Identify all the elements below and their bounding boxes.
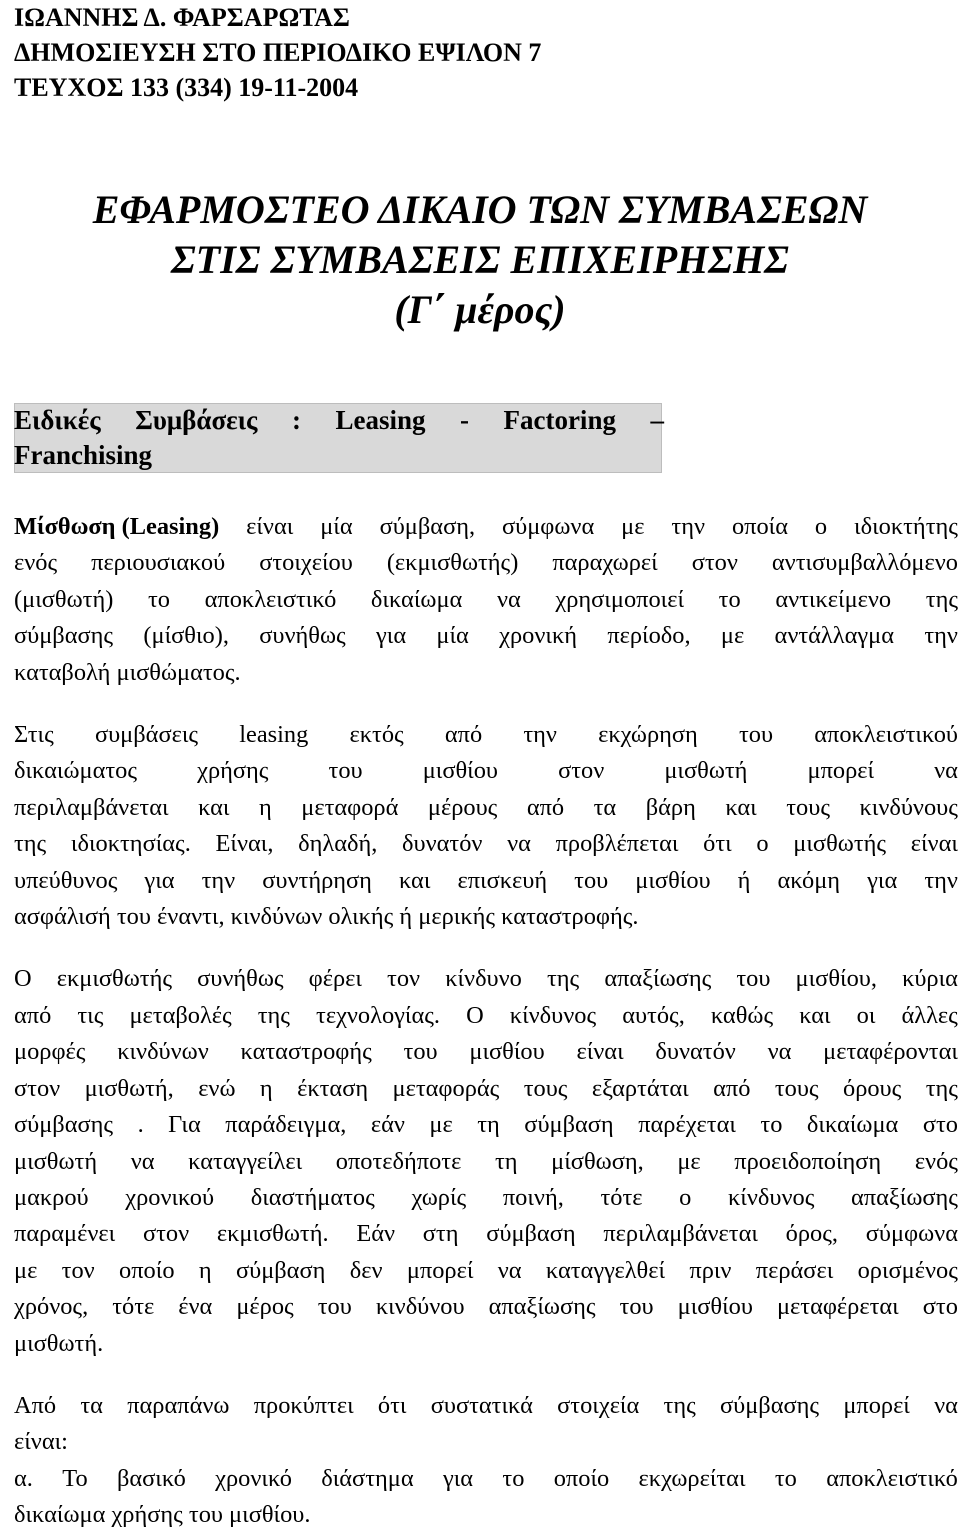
text-line bbox=[14, 1497, 958, 1533]
word: να bbox=[507, 830, 531, 858]
word: περιλαμβάνεται bbox=[603, 1220, 758, 1248]
word: του bbox=[317, 1293, 352, 1321]
word: την bbox=[523, 721, 557, 749]
text-line bbox=[14, 655, 958, 691]
word: από bbox=[526, 793, 565, 821]
word: δικαιώματος bbox=[14, 757, 138, 785]
word: και bbox=[799, 1001, 831, 1029]
word: απαξίωσης bbox=[488, 1293, 596, 1321]
word: από bbox=[444, 721, 483, 749]
word: μισθίου, bbox=[795, 965, 877, 993]
text-line bbox=[14, 1461, 958, 1497]
word: μπορεί bbox=[843, 1391, 910, 1419]
word: το bbox=[774, 1464, 797, 1492]
word: καταγγελθεί bbox=[545, 1256, 666, 1284]
word: το bbox=[718, 585, 741, 613]
text-line bbox=[14, 545, 958, 581]
word: κύρια bbox=[902, 965, 958, 993]
word: χρονικό bbox=[215, 1464, 292, 1492]
title-line-1: ΕΦΑΡΜΟΣΤΕΟ ΔΙΚΑΙΟ ΤΩΝ ΣΥΜΒΑΣΕΩΝ bbox=[92, 187, 868, 232]
word: δυνατόν bbox=[402, 830, 483, 858]
word: αντικείμενο bbox=[775, 585, 892, 613]
word: να bbox=[497, 1256, 522, 1284]
word: μεταφέρεται bbox=[776, 1293, 899, 1321]
word: είναι bbox=[246, 513, 294, 540]
word: και bbox=[198, 793, 230, 821]
word: αποκλειστικό bbox=[204, 585, 337, 613]
word: για bbox=[144, 866, 175, 894]
word: ασφάλισή του έναντι, κινδύνων ολικής ή μερικής καταστροφής. bbox=[14, 903, 639, 931]
word: διάστημα bbox=[321, 1464, 414, 1492]
word: του bbox=[739, 721, 774, 749]
word: μία bbox=[436, 622, 469, 650]
text-line bbox=[14, 618, 958, 654]
word: τη bbox=[477, 1111, 500, 1139]
issue-line: ΤΕΥΧΟΣ 133 (334) 19-11-2004 bbox=[14, 73, 359, 102]
subtitle-word: Leasing bbox=[335, 405, 426, 435]
word: να bbox=[934, 1391, 958, 1419]
word: με bbox=[677, 1147, 701, 1175]
word: leasing bbox=[239, 721, 309, 749]
word: τα bbox=[80, 1391, 103, 1419]
word: εκχώρηση bbox=[598, 721, 698, 749]
word: παραχωρεί bbox=[552, 549, 658, 577]
word: τότε bbox=[600, 1183, 643, 1211]
word: να bbox=[130, 1147, 155, 1175]
word: με bbox=[429, 1111, 453, 1139]
word: του bbox=[736, 965, 771, 993]
word: προκύπτει bbox=[253, 1391, 354, 1419]
word: από bbox=[713, 1074, 751, 1102]
word: περιουσιακού bbox=[91, 549, 226, 577]
word: τη bbox=[494, 1147, 518, 1175]
word: ενώ bbox=[198, 1074, 236, 1102]
word: τους bbox=[774, 1074, 819, 1102]
word: στοιχεία bbox=[557, 1391, 640, 1419]
word: δικαίωμα χρήσης του μισθίου. bbox=[14, 1501, 311, 1529]
word: α. bbox=[14, 1464, 33, 1492]
word: σύμβασης bbox=[14, 1111, 114, 1139]
word: ορισμένος bbox=[857, 1256, 958, 1284]
word: φέρει bbox=[308, 965, 362, 993]
text-line bbox=[14, 998, 958, 1034]
word: στον bbox=[14, 1074, 61, 1102]
subtitle-line-2: Franchising bbox=[14, 440, 153, 470]
word: να bbox=[496, 585, 521, 613]
word: ο bbox=[756, 830, 769, 858]
word: του bbox=[403, 1038, 438, 1066]
word: αυτός, bbox=[622, 1001, 685, 1029]
text-line bbox=[14, 1071, 958, 1107]
word: πριν bbox=[689, 1256, 732, 1284]
word: καταβολή μισθώματος. bbox=[14, 658, 241, 686]
word: στοιχείου bbox=[259, 549, 353, 577]
word: τον bbox=[387, 965, 421, 993]
title-line-3: (Γ΄ μέρος) bbox=[394, 287, 566, 332]
word: μισθωτής bbox=[793, 830, 887, 858]
word: το bbox=[502, 1464, 525, 1492]
word: απαξίωσης bbox=[604, 965, 712, 993]
word: το bbox=[760, 1111, 783, 1139]
subtitle-word: Συμβάσεις bbox=[135, 405, 258, 435]
word: καταγγείλει bbox=[188, 1147, 303, 1175]
word: μέρους bbox=[427, 793, 498, 821]
text-line bbox=[14, 1253, 958, 1289]
word: Εάν bbox=[356, 1220, 396, 1248]
word: εκμισθωτής bbox=[56, 965, 173, 993]
word: την bbox=[924, 866, 958, 894]
word: είναι: bbox=[14, 1428, 68, 1456]
text-line bbox=[14, 1180, 958, 1216]
word: συνήθως bbox=[197, 965, 284, 993]
word: της bbox=[546, 965, 580, 993]
text-line bbox=[14, 1424, 958, 1460]
word: η bbox=[259, 793, 272, 821]
document-header bbox=[14, 0, 541, 105]
word: παραμένει bbox=[14, 1220, 116, 1248]
word: ο bbox=[679, 1183, 692, 1211]
word: αντάλλαγμα bbox=[774, 622, 894, 650]
word: εξαρτάται bbox=[591, 1074, 689, 1102]
word: εκχωρείται bbox=[638, 1464, 746, 1492]
word: αποκλειστικό bbox=[826, 1464, 958, 1492]
word: μπορεί bbox=[807, 757, 875, 785]
paragraph bbox=[14, 1388, 958, 1534]
word: περιλαμβάνεται bbox=[14, 793, 169, 821]
word: τα bbox=[593, 793, 617, 821]
text-line bbox=[14, 1216, 958, 1252]
word: την bbox=[201, 866, 236, 894]
subtitle-word: – bbox=[650, 405, 664, 435]
word: τότε bbox=[112, 1293, 155, 1321]
word: την bbox=[924, 622, 958, 650]
word: κινδύνου bbox=[375, 1293, 465, 1321]
word: σύμβαση, bbox=[379, 513, 476, 540]
word: είναι bbox=[910, 830, 958, 858]
subtitle-word: Ειδικές bbox=[14, 405, 101, 435]
word: τους bbox=[523, 1074, 568, 1102]
word: παράδειγμα, bbox=[225, 1111, 347, 1139]
word: οποτεδήποτε bbox=[335, 1147, 462, 1175]
word: μισθωτή bbox=[664, 757, 748, 785]
word: στον bbox=[691, 549, 738, 577]
subtitle-word: - bbox=[459, 405, 469, 435]
word: της bbox=[14, 830, 47, 858]
word: μεταφοράς bbox=[392, 1074, 500, 1102]
word: και bbox=[398, 866, 431, 894]
word: Το bbox=[62, 1464, 88, 1492]
subtitle-line-1 bbox=[14, 403, 664, 438]
word: έκταση bbox=[297, 1074, 369, 1102]
word: ενός bbox=[914, 1147, 958, 1175]
word: δηλαδή, bbox=[298, 830, 378, 858]
word: σύμβασης bbox=[720, 1391, 820, 1419]
word: ο bbox=[814, 513, 828, 540]
word: το bbox=[147, 585, 170, 613]
text-line bbox=[14, 717, 958, 753]
word: συνήθως bbox=[259, 622, 346, 650]
word: καταστροφής bbox=[240, 1038, 372, 1066]
word: να bbox=[934, 757, 958, 785]
word: (εκμισθωτής) bbox=[386, 549, 519, 577]
article-body bbox=[14, 509, 958, 1534]
word: του bbox=[328, 757, 363, 785]
word: ιδιοκτήτης bbox=[854, 513, 958, 540]
word: κίνδυνος bbox=[509, 1001, 597, 1029]
word: μορφές bbox=[14, 1038, 86, 1066]
word: απαξίωσης bbox=[851, 1183, 958, 1211]
word: είναι bbox=[576, 1038, 624, 1066]
word: τους bbox=[786, 793, 830, 821]
word: χρονική bbox=[499, 622, 577, 650]
publication-line: ΔΗΜΟΣΙΕΥΣΗ ΣΤΟ ΠΕΡΙΟΔΙΚΟ ΕΨΙΛΟΝ 7 bbox=[14, 38, 542, 67]
word: μία bbox=[320, 513, 353, 540]
paragraph bbox=[14, 961, 958, 1361]
word: . bbox=[137, 1111, 144, 1139]
word: στον bbox=[558, 757, 605, 785]
word: επισκευή bbox=[457, 866, 548, 894]
word: Στις bbox=[14, 721, 54, 749]
paragraph bbox=[14, 717, 958, 935]
text-line bbox=[14, 1388, 958, 1424]
author-name: ΙΩΑΝΝΗΣ Δ. ΦΑΡΣΑΡΩΤΑΣ bbox=[14, 3, 350, 32]
word: σύμβαση bbox=[235, 1256, 326, 1284]
word: περάσει bbox=[755, 1256, 834, 1284]
word: ποινή, bbox=[502, 1183, 564, 1211]
word: η bbox=[259, 1074, 273, 1102]
word: (μισθωτή) bbox=[14, 585, 114, 613]
word: δικαίωμα bbox=[806, 1111, 899, 1139]
word: μισθίου bbox=[635, 866, 711, 894]
word: σύμβασης bbox=[14, 622, 114, 650]
word: Ο bbox=[466, 1001, 484, 1029]
word: Για bbox=[168, 1111, 201, 1139]
word: όρος, bbox=[785, 1220, 838, 1248]
word: εκμισθωτή. bbox=[216, 1220, 329, 1248]
paragraph-gap bbox=[14, 935, 958, 961]
word: ότι bbox=[377, 1391, 407, 1419]
word: με bbox=[14, 1256, 38, 1284]
word: και bbox=[725, 793, 757, 821]
word: σύμβαση bbox=[524, 1111, 614, 1139]
word: συμβάσεις bbox=[94, 721, 199, 749]
word: μεταβολές bbox=[129, 1001, 232, 1029]
word: Ο bbox=[14, 965, 32, 993]
word: του bbox=[619, 1293, 654, 1321]
section-subtitle bbox=[14, 403, 664, 473]
article-title bbox=[0, 185, 960, 335]
word: κίνδυνος bbox=[728, 1183, 815, 1211]
word: χωρίς bbox=[411, 1183, 467, 1211]
word: χρησιμοποιεί bbox=[555, 585, 685, 613]
word: ότι bbox=[703, 830, 732, 858]
word: άλλες bbox=[901, 1001, 958, 1029]
word: του bbox=[574, 866, 609, 894]
word: με bbox=[621, 513, 645, 540]
word: παρέχεται bbox=[638, 1111, 736, 1139]
word: αποκλειστικού bbox=[814, 721, 958, 749]
word: κινδύνους bbox=[859, 793, 958, 821]
text-line bbox=[14, 509, 958, 545]
word: ιδιοκτησίας. bbox=[70, 830, 191, 858]
word: συντήρηση bbox=[262, 866, 372, 894]
word: της bbox=[925, 585, 958, 613]
word: ή bbox=[737, 866, 751, 894]
word: προειδοποίηση bbox=[734, 1147, 882, 1175]
text-line bbox=[14, 1144, 958, 1180]
word: στο bbox=[922, 1111, 958, 1139]
word: διαστήματος bbox=[250, 1183, 375, 1211]
paragraph-gap bbox=[14, 691, 958, 717]
word: από bbox=[14, 1001, 52, 1029]
word: οποίο bbox=[119, 1256, 175, 1284]
word: χρήσης bbox=[197, 757, 269, 785]
word: δικαίωμα bbox=[370, 585, 463, 613]
word: την bbox=[671, 513, 706, 540]
word: τεχνολογίας. bbox=[316, 1001, 441, 1029]
subtitle-word: Factoring bbox=[503, 405, 616, 435]
bold-term: Μίσθωση (Leasing) bbox=[14, 513, 220, 540]
word: προβλέπεται bbox=[555, 830, 679, 858]
word: ένα bbox=[178, 1293, 213, 1321]
paragraph-gap bbox=[14, 1362, 958, 1388]
text-line bbox=[14, 790, 958, 826]
word: μισθίου bbox=[677, 1293, 753, 1321]
word: (μίσθιο), bbox=[143, 622, 229, 650]
word: για bbox=[442, 1464, 474, 1492]
word: μακρού bbox=[14, 1183, 89, 1211]
word: κίνδυνο bbox=[445, 965, 522, 993]
word: τις bbox=[77, 1001, 104, 1029]
word: στο bbox=[922, 1293, 958, 1321]
word: της bbox=[925, 1074, 958, 1102]
word: ακόμη bbox=[777, 866, 841, 894]
word: με bbox=[720, 622, 745, 650]
text-line bbox=[14, 582, 958, 618]
word: δεν bbox=[349, 1256, 383, 1284]
text-line bbox=[14, 1326, 958, 1362]
word: μέρος bbox=[236, 1293, 294, 1321]
word: αντισυμβαλλόμενο bbox=[771, 549, 958, 577]
word: κινδύνων bbox=[117, 1038, 209, 1066]
title-line-2: ΣΤΙΣ ΣΥΜΒΑΣΕΙΣ ΕΠΙΧΕΙΡΗΣΗΣ bbox=[171, 237, 789, 282]
text-line bbox=[14, 753, 958, 789]
text-line bbox=[14, 1034, 958, 1070]
word: σύμφωνα bbox=[865, 1220, 958, 1248]
word: Από bbox=[14, 1391, 57, 1419]
word: μπορεί bbox=[406, 1256, 474, 1284]
word: να bbox=[767, 1038, 792, 1066]
word: Είναι, bbox=[215, 830, 274, 858]
word: εκτός bbox=[349, 721, 404, 749]
word: η bbox=[198, 1256, 212, 1284]
word: μισθίου bbox=[422, 757, 498, 785]
text-line bbox=[14, 863, 958, 899]
text-line bbox=[14, 826, 958, 862]
word: μεταφέρονται bbox=[823, 1038, 958, 1066]
word: μισθωτή bbox=[14, 1147, 98, 1175]
word: σύμφωνα bbox=[502, 513, 595, 540]
word: οποίο bbox=[553, 1464, 610, 1492]
word bbox=[14, 509, 219, 545]
word: της bbox=[257, 1001, 290, 1029]
word: χρόνος, bbox=[14, 1293, 89, 1321]
word: μεταφορά bbox=[301, 793, 399, 821]
word: εάν bbox=[370, 1111, 405, 1139]
word: οι bbox=[856, 1001, 876, 1029]
text-line bbox=[14, 1107, 958, 1143]
word: βασικό bbox=[116, 1464, 186, 1492]
word: στη bbox=[422, 1220, 459, 1248]
word: παραπάνω bbox=[127, 1391, 230, 1419]
word: στον bbox=[142, 1220, 190, 1248]
word: της bbox=[663, 1391, 696, 1419]
word: βάρη bbox=[645, 793, 696, 821]
word: μισθίου bbox=[469, 1038, 545, 1066]
text-line bbox=[14, 961, 958, 997]
word: συστατικά bbox=[430, 1391, 533, 1419]
word: τον bbox=[61, 1256, 95, 1284]
subtitle-word: : bbox=[291, 405, 301, 435]
word: οποία bbox=[731, 513, 788, 540]
word: ενός bbox=[14, 549, 58, 577]
word: μισθωτή. bbox=[14, 1329, 104, 1357]
paragraph bbox=[14, 509, 958, 691]
text-line bbox=[14, 899, 958, 935]
word: για bbox=[867, 866, 898, 894]
word: μίσθωση, bbox=[551, 1147, 644, 1175]
word: σύμβαση bbox=[486, 1220, 576, 1248]
word: χρονικού bbox=[125, 1183, 215, 1211]
word: καθώς bbox=[710, 1001, 774, 1029]
word: περίοδο, bbox=[607, 622, 691, 650]
word: μισθωτή, bbox=[84, 1074, 174, 1102]
word: όρους bbox=[843, 1074, 902, 1102]
word: για bbox=[375, 622, 407, 650]
word: υπεύθυνος bbox=[14, 866, 118, 894]
word: δυνατόν bbox=[655, 1038, 736, 1066]
text-line bbox=[14, 1289, 958, 1325]
